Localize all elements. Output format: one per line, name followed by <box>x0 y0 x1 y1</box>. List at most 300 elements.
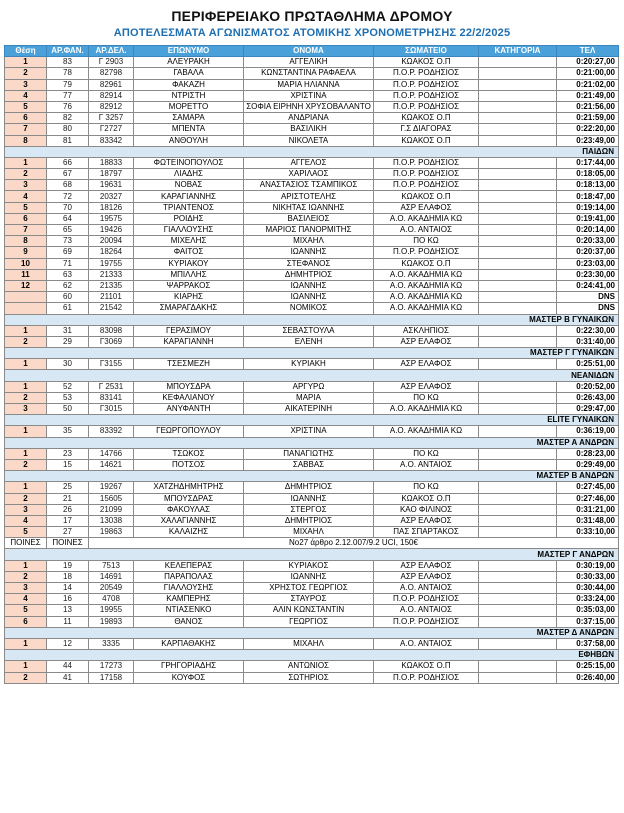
name-cell: ΙΩΑΝΝΗΣ <box>244 292 374 303</box>
table-row <box>5 57 619 68</box>
surname-cell: ΑΝΥΦΑΝΤΗ <box>134 404 244 415</box>
table-row <box>5 90 619 101</box>
club-cell: ΑΣΡ ΕΛΑΦΟΣ <box>374 515 479 526</box>
category-cell <box>479 157 557 168</box>
table-row <box>5 68 619 79</box>
club-cell: ΠΟ ΚΩ <box>374 392 479 403</box>
bib-cell: 68 <box>47 180 89 191</box>
time-cell: 0:29:47,00 <box>557 404 619 415</box>
time-cell: 0:22:30,00 <box>557 325 619 336</box>
surname-cell: ΓΑΒΑΛΑ <box>134 68 244 79</box>
surname-cell: ΧΑΤΖΗΔΗΜΗΤΡΗΣ <box>134 482 244 493</box>
time-cell: 0:20:37,00 <box>557 247 619 258</box>
category-section-label: ΜΑΣΤΕΡ Β ΓΥΝΑΙΚΩΝ <box>5 314 619 325</box>
license-cell: 20549 <box>89 583 134 594</box>
category-section-label: ΠΑΙΔΩΝ <box>5 146 619 157</box>
time-cell: 0:23:03,00 <box>557 258 619 269</box>
position-cell: 2 <box>5 392 47 403</box>
license-cell: 19426 <box>89 225 134 236</box>
surname-cell: ΤΣΩΚΟΣ <box>134 448 244 459</box>
license-cell: 19955 <box>89 605 134 616</box>
surname-cell: ΠΟΤΣΟΣ <box>134 459 244 470</box>
bib-cell: 72 <box>47 191 89 202</box>
name-cell: ΝΙΚΗΤΑΣ ΙΩΑΝΝΗΣ <box>244 202 374 213</box>
surname-cell: ΑΝΘΟΥΛΗ <box>134 135 244 146</box>
table-row <box>5 280 619 291</box>
category-cell <box>479 213 557 224</box>
surname-cell: ΦΑΚΟΥΛΑΣ <box>134 504 244 515</box>
surname-cell: ΠΑΡΑΠΟΛΑΣ <box>134 571 244 582</box>
license-cell: Γ3069 <box>89 336 134 347</box>
name-cell: ΙΩΑΝΝΗΣ <box>244 493 374 504</box>
position-cell: 1 <box>5 661 47 672</box>
surname-cell: ΤΡΙΑΝΤΕΝΟΣ <box>134 202 244 213</box>
bib-cell: 76 <box>47 101 89 112</box>
surname-cell: ΚΟΥΦΟΣ <box>134 672 244 683</box>
club-cell: ΑΣΡ ΕΛΑΦΟΣ <box>374 202 479 213</box>
table-row <box>5 292 619 303</box>
name-cell: ΚΥΡΙΑΚΟΣ <box>244 560 374 571</box>
surname-cell: ΚΥΡΙΑΚΟΥ <box>134 258 244 269</box>
club-cell: Α.Ο. ΑΚΑΔΗΜΙΑ ΚΩ <box>374 280 479 291</box>
category-cell <box>479 359 557 370</box>
column-header-name: ΟΝΟΜΑ <box>244 46 374 57</box>
category-section-row <box>5 549 619 560</box>
time-cell: DNS <box>557 292 619 303</box>
position-cell: 9 <box>5 247 47 258</box>
bib-cell: 17 <box>47 515 89 526</box>
table-row <box>5 213 619 224</box>
time-cell: 0:29:49,00 <box>557 459 619 470</box>
bib-cell: 79 <box>47 79 89 90</box>
club-cell: Π.Ο.Ρ. ΡΟΔΗΣΙΟΣ <box>374 169 479 180</box>
category-cell <box>479 616 557 627</box>
time-cell: 0:23:30,00 <box>557 269 619 280</box>
club-cell: Π.Ο.Ρ. ΡΟΔΗΣΙΟΣ <box>374 180 479 191</box>
license-cell: 19575 <box>89 213 134 224</box>
name-cell: ΚΥΡΙΑΚΗ <box>244 359 374 370</box>
bib-cell: 70 <box>47 202 89 213</box>
category-section-label: ΜΑΣΤΕΡ Δ ΑΝΔΡΩΝ <box>5 627 619 638</box>
name-cell: ΧΑΡΙΛΑΟΣ <box>244 169 374 180</box>
category-cell <box>479 336 557 347</box>
license-cell: 18126 <box>89 202 134 213</box>
position-cell: 11 <box>5 269 47 280</box>
position-cell: 1 <box>5 381 47 392</box>
surname-cell: ΜΠΕΝΤΑ <box>134 124 244 135</box>
bib-cell: 66 <box>47 157 89 168</box>
time-cell: 0:33:24,00 <box>557 594 619 605</box>
bib-cell: 77 <box>47 90 89 101</box>
club-cell: Α.Ο. ΑΚΑΔΗΜΙΑ ΚΩ <box>374 303 479 314</box>
bib-cell: 53 <box>47 392 89 403</box>
name-cell: ΠΑΝΑΓΙΩΤΗΣ <box>244 448 374 459</box>
license-cell: 18797 <box>89 169 134 180</box>
bib-cell: 29 <box>47 336 89 347</box>
results-table <box>4 45 619 684</box>
surname-cell: ΚΑΡΑΓΙΑΝΝΗΣ <box>134 191 244 202</box>
surname-cell: ΚΑΛΑΙΖΗΣ <box>134 527 244 538</box>
surname-cell: ΧΑΛΑΓΙΑΝΝΗΣ <box>134 515 244 526</box>
bib-cell: 50 <box>47 404 89 415</box>
license-cell: 82914 <box>89 90 134 101</box>
bib-cell: 80 <box>47 124 89 135</box>
category-cell <box>479 404 557 415</box>
name-cell: ΔΗΜΗΤΡΙΟΣ <box>244 515 374 526</box>
surname-cell: ΡΟΙΔΗΣ <box>134 213 244 224</box>
time-cell: DNS <box>557 303 619 314</box>
surname-cell: ΓΡΗΓΟΡΙΑΔΗΣ <box>134 661 244 672</box>
table-row <box>5 672 619 683</box>
category-section-row <box>5 650 619 661</box>
surname-cell: ΝΟΒΑΣ <box>134 180 244 191</box>
position-cell: 1 <box>5 325 47 336</box>
bib-cell: 27 <box>47 527 89 538</box>
position-cell: 10 <box>5 258 47 269</box>
license-cell: 82912 <box>89 101 134 112</box>
table-row <box>5 459 619 470</box>
surname-cell: ΜΠΟΥΣΔΡΑ <box>134 381 244 392</box>
table-row <box>5 515 619 526</box>
table-row <box>5 303 619 314</box>
name-cell: ΣΤΕΦΑΝΟΣ <box>244 258 374 269</box>
category-section-row <box>5 471 619 482</box>
category-section-label: ΜΑΣΤΕΡ Γ ΑΝΔΡΩΝ <box>5 549 619 560</box>
club-cell: Α.Ο. ΑΝΤΑΙΟΣ <box>374 225 479 236</box>
category-cell <box>479 57 557 68</box>
bib-cell: 78 <box>47 68 89 79</box>
club-cell: ΚΩΑΚΟΣ Ο.Π <box>374 191 479 202</box>
time-cell: 0:30:33,00 <box>557 571 619 582</box>
bib-cell: 81 <box>47 135 89 146</box>
bib-cell: 23 <box>47 448 89 459</box>
club-cell: ΠΟ ΚΩ <box>374 482 479 493</box>
club-cell: ΚΩΑΚΟΣ Ο.Π <box>374 135 479 146</box>
time-cell: 0:37:15,00 <box>557 616 619 627</box>
time-cell: 0:20:52,00 <box>557 381 619 392</box>
position-cell: 5 <box>5 605 47 616</box>
position-cell <box>5 303 47 314</box>
club-cell: ΠΟ ΚΩ <box>374 448 479 459</box>
category-cell <box>479 504 557 515</box>
license-cell: 14766 <box>89 448 134 459</box>
time-cell: 0:18:13,00 <box>557 180 619 191</box>
time-cell: 0:31:40,00 <box>557 336 619 347</box>
position-cell: 5 <box>5 527 47 538</box>
bib-cell: 18 <box>47 571 89 582</box>
surname-cell: ΚΑΡΑΓΙΑΝΝΗ <box>134 336 244 347</box>
category-section-row <box>5 146 619 157</box>
license-cell: 19863 <box>89 527 134 538</box>
license-cell: 15605 <box>89 493 134 504</box>
column-header-time: ΤΕΛ <box>557 46 619 57</box>
category-cell <box>479 113 557 124</box>
club-cell: ΚΑΟ ΦΙΛΙΝΟΣ <box>374 504 479 515</box>
table-row <box>5 336 619 347</box>
surname-cell: ΚΑΡΠΑΘΑΚΗΣ <box>134 638 244 649</box>
surname-cell: ΦΩΤΕΙΝΟΠΟΥΛΟΣ <box>134 157 244 168</box>
license-cell: 20094 <box>89 236 134 247</box>
license-cell: 20327 <box>89 191 134 202</box>
table-header-row <box>5 46 619 57</box>
position-cell: 1 <box>5 426 47 437</box>
time-cell: 0:30:44,00 <box>557 583 619 594</box>
time-cell: 0:18:47,00 <box>557 191 619 202</box>
time-cell: 0:19:41,00 <box>557 213 619 224</box>
name-cell: ΔΗΜΗΤΡΙΟΣ <box>244 482 374 493</box>
bib-cell: 31 <box>47 325 89 336</box>
position-cell: 3 <box>5 504 47 515</box>
name-cell: ΑΝΤΩΝΙΟΣ <box>244 661 374 672</box>
surname-cell: ΨΑΡΡΑΚΟΣ <box>134 280 244 291</box>
license-cell: Γ3155 <box>89 359 134 370</box>
surname-cell: ΝΤΙΑΣΕΝΚΟ <box>134 605 244 616</box>
category-cell <box>479 90 557 101</box>
category-cell <box>479 280 557 291</box>
bib-cell: 60 <box>47 292 89 303</box>
position-cell: 2 <box>5 169 47 180</box>
table-row <box>5 135 619 146</box>
time-cell: 0:22:20,00 <box>557 124 619 135</box>
category-cell <box>479 661 557 672</box>
license-cell: Γ2727 <box>89 124 134 135</box>
bib-cell: 12 <box>47 638 89 649</box>
position-cell: 2 <box>5 68 47 79</box>
bib-cell: 11 <box>47 616 89 627</box>
table-row <box>5 594 619 605</box>
table-row <box>5 225 619 236</box>
time-cell: 0:31:48,00 <box>557 515 619 526</box>
club-cell: Α.Ο. ΑΚΑΔΗΜΙΑ ΚΩ <box>374 269 479 280</box>
category-cell <box>479 482 557 493</box>
club-cell: Α.Ο. ΑΚΑΔΗΜΙΑ ΚΩ <box>374 292 479 303</box>
bib-cell: 19 <box>47 560 89 571</box>
time-cell: 0:20:33,00 <box>557 236 619 247</box>
name-cell: ΓΕΩΡΓΙΟΣ <box>244 616 374 627</box>
time-cell: 0:36:19,00 <box>557 426 619 437</box>
table-row <box>5 504 619 515</box>
table-row <box>5 236 619 247</box>
category-cell <box>479 381 557 392</box>
position-cell: 2 <box>5 459 47 470</box>
column-header-category: ΚΑΤΗΓΟΡΙΑ <box>479 46 557 57</box>
position-cell: 2 <box>5 336 47 347</box>
club-cell: Α.Ο. ΑΚΑΔΗΜΙΑ ΚΩ <box>374 213 479 224</box>
position-cell: 3 <box>5 79 47 90</box>
license-cell: 7513 <box>89 560 134 571</box>
license-cell: 21335 <box>89 280 134 291</box>
time-cell: 0:21:49,00 <box>557 90 619 101</box>
bib-cell: 26 <box>47 504 89 515</box>
column-header-surname: ΕΠΩΝΥΜΟ <box>134 46 244 57</box>
category-cell <box>479 101 557 112</box>
club-cell: ΑΣΡ ΕΛΑΦΟΣ <box>374 359 479 370</box>
category-cell <box>479 325 557 336</box>
category-cell <box>479 68 557 79</box>
surname-cell: ΦΑΙΤΟΣ <box>134 247 244 258</box>
position-cell: 4 <box>5 515 47 526</box>
category-cell <box>479 605 557 616</box>
surname-cell: ΓΙΑΛΛΟΥΣΗΣ <box>134 225 244 236</box>
surname-cell: ΓΕΡΑΣΙΜΟΥ <box>134 325 244 336</box>
club-cell: Α.Ο. ΑΚΑΔΗΜΙΑ ΚΩ <box>374 426 479 437</box>
position-cell: 1 <box>5 560 47 571</box>
time-cell: 0:19:14,00 <box>557 202 619 213</box>
name-cell: ΑΛΙΝ ΚΩΝΣΤΑΝΤΙΝ <box>244 605 374 616</box>
club-cell: Π.Ο.Ρ. ΡΟΔΗΣΙΟΣ <box>374 594 479 605</box>
category-cell <box>479 448 557 459</box>
name-cell: ΒΑΣΙΛΕΙΟΣ <box>244 213 374 224</box>
category-section-label: ΕΦΗΒΩΝ <box>5 650 619 661</box>
surname-cell: ΑΛΕΥΡΑΚΗ <box>134 57 244 68</box>
category-cell <box>479 258 557 269</box>
name-cell: ΜΙΧΑΗΛ <box>244 527 374 538</box>
category-cell <box>479 236 557 247</box>
position-cell: 7 <box>5 124 47 135</box>
time-cell: 0:20:27,00 <box>557 57 619 68</box>
bib-cell: 62 <box>47 280 89 291</box>
name-cell: ΑΓΓΕΛΙΚΗ <box>244 57 374 68</box>
table-row <box>5 359 619 370</box>
surname-cell: ΦΑΚΑΖΗ <box>134 79 244 90</box>
license-cell: 4708 <box>89 594 134 605</box>
time-cell: 0:21:00,00 <box>557 68 619 79</box>
license-cell: 14621 <box>89 459 134 470</box>
license-cell: 21101 <box>89 292 134 303</box>
surname-cell: ΛΙΑΔΗΣ <box>134 169 244 180</box>
category-section-label: ΜΑΣΤΕΡ Γ ΓΥΝΑΙΚΩΝ <box>5 348 619 359</box>
bib-cell: 21 <box>47 493 89 504</box>
table-row <box>5 381 619 392</box>
time-cell: 0:21:56,00 <box>557 101 619 112</box>
time-cell: 0:35:03,00 <box>557 605 619 616</box>
time-cell: 0:27:46,00 <box>557 493 619 504</box>
table-row <box>5 571 619 582</box>
bib-cell: 14 <box>47 583 89 594</box>
club-cell: ΠΟ ΚΩ <box>374 236 479 247</box>
name-cell: ΣΕΒΑΣΤΟΥΛΑ <box>244 325 374 336</box>
license-cell: 21542 <box>89 303 134 314</box>
name-cell: ΑΝΑΣΤΑΣΙΟΣ ΤΣΑΜΠΙΚΟΣ <box>244 180 374 191</box>
surname-cell: ΜΙΧΕΛΗΣ <box>134 236 244 247</box>
position-cell: 8 <box>5 135 47 146</box>
name-cell: ΑΡΓΥΡΩ <box>244 381 374 392</box>
table-row <box>5 583 619 594</box>
table-row <box>5 202 619 213</box>
table-row <box>5 448 619 459</box>
position-cell: 12 <box>5 280 47 291</box>
name-cell: ΑΝΔΡΙΑΝΑ <box>244 113 374 124</box>
table-row <box>5 392 619 403</box>
club-cell: ΑΣΡ ΕΛΑΦΟΣ <box>374 571 479 582</box>
position-cell: 1 <box>5 482 47 493</box>
time-cell: 0:24:41,00 <box>557 280 619 291</box>
name-cell: ΣΤΕΡΓΟΣ <box>244 504 374 515</box>
license-cell: 21099 <box>89 504 134 515</box>
position-cell: 2 <box>5 571 47 582</box>
bib-cell: 44 <box>47 661 89 672</box>
category-cell <box>479 638 557 649</box>
license-cell: 14691 <box>89 571 134 582</box>
club-cell: Π.Ο.Ρ. ΡΟΔΗΣΙΟΣ <box>374 90 479 101</box>
column-header-position: Θέση <box>5 46 47 57</box>
table-row <box>5 527 619 538</box>
bib-cell: 15 <box>47 459 89 470</box>
license-cell: 21333 <box>89 269 134 280</box>
license-cell: 18264 <box>89 247 134 258</box>
table-row <box>5 616 619 627</box>
name-cell: ΙΩΑΝΝΗΣ <box>244 571 374 582</box>
category-cell <box>479 459 557 470</box>
position-cell: 3 <box>5 583 47 594</box>
category-cell <box>479 672 557 683</box>
time-cell: 0:26:40,00 <box>557 672 619 683</box>
category-cell <box>479 292 557 303</box>
license-cell: 82798 <box>89 68 134 79</box>
page-subtitle: ΑΠΟΤΕΛΕΣΜΑΤΑ ΑΓΩΝΙΣΜΑΤΟΣ ΑΤΟΜΙΚΗΣ ΧΡΟΝΟΜΕΤΡΗΣΗΣ 22/2/2025 <box>113 27 511 39</box>
license-cell: 17273 <box>89 661 134 672</box>
club-cell: Π.Ο.Ρ. ΡΟΔΗΣΙΟΣ <box>374 157 479 168</box>
table-row <box>5 180 619 191</box>
club-cell: ΑΣΡ ΕΛΑΦΟΣ <box>374 336 479 347</box>
bib-cell: 82 <box>47 113 89 124</box>
club-cell: ΑΣΡ ΕΛΑΦΟΣ <box>374 381 479 392</box>
license-cell: 83342 <box>89 135 134 146</box>
club-cell: Α.Ο. ΑΝΤΑΙΟΣ <box>374 638 479 649</box>
column-header-club: ΣΩΜΑΤΕΙΟ <box>374 46 479 57</box>
club-cell: ΑΣΡ ΕΛΑΦΟΣ <box>374 560 479 571</box>
surname-cell: ΜΠΟΥΣΔΡΑΣ <box>134 493 244 504</box>
category-cell <box>479 515 557 526</box>
category-section-row <box>5 415 619 426</box>
club-cell: ΚΩΑΚΟΣ Ο.Π <box>374 493 479 504</box>
position-cell: 5 <box>5 202 47 213</box>
surname-cell: ΝΤΡΙΣΤΗ <box>134 90 244 101</box>
table-row <box>5 79 619 90</box>
position-cell: 6 <box>5 113 47 124</box>
table-row <box>5 605 619 616</box>
club-cell: ΚΩΑΚΟΣ Ο.Π <box>374 258 479 269</box>
category-section-row <box>5 314 619 325</box>
bib-cell: 13 <box>47 605 89 616</box>
surname-cell: ΓΕΩΡΓΟΠΟΥΛΟΥ <box>134 426 244 437</box>
name-cell: ΣΤΑΥΡΟΣ <box>244 594 374 605</box>
name-cell: ΣΩΤΗΡΙΟΣ <box>244 672 374 683</box>
license-cell: 13038 <box>89 515 134 526</box>
position-cell: 1 <box>5 57 47 68</box>
category-cell <box>479 269 557 280</box>
table-row <box>5 113 619 124</box>
position-cell: 4 <box>5 191 47 202</box>
category-cell <box>479 169 557 180</box>
name-cell: ΑΙΚΑΤΕΡΙΝΗ <box>244 404 374 415</box>
name-cell: ΧΡΗΣΤΟΣ ΓΕΩΡΓΙΟΣ <box>244 583 374 594</box>
table-row <box>5 482 619 493</box>
position-cell: 2 <box>5 672 47 683</box>
name-cell: ΙΩΑΝΝΗΣ <box>244 247 374 258</box>
category-section-row <box>5 437 619 448</box>
license-cell: 18833 <box>89 157 134 168</box>
bib-cell: 64 <box>47 213 89 224</box>
time-cell: 0:28:23,00 <box>557 448 619 459</box>
surname-cell: ΚΕΛΕΠΕΡΑΣ <box>134 560 244 571</box>
license-cell: 83392 <box>89 426 134 437</box>
table-row <box>5 101 619 112</box>
club-cell: Γ.Σ ΔΙΑΓΟΡΑΣ <box>374 124 479 135</box>
license-cell: 3335 <box>89 638 134 649</box>
position-cell <box>5 292 47 303</box>
penalty-label: ΠΟΙΝΕΣ <box>47 538 89 549</box>
